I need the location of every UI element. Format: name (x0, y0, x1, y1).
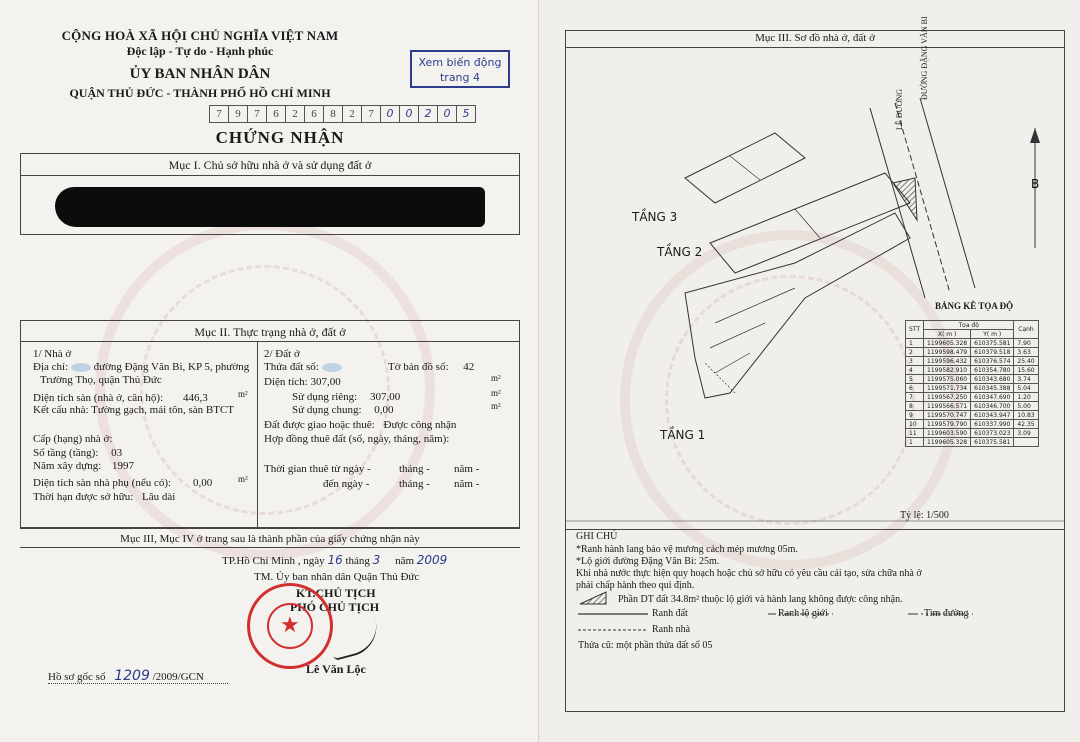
legend-road-center: Tim đường (924, 608, 969, 619)
hatch-legend-icon (578, 590, 608, 606)
table-cell: 3.63 (1014, 348, 1038, 357)
section2-title: Mục II. Thực trạng nhà ở, đất ở (194, 325, 346, 339)
legend-house-boundary: Ranh nhà (652, 624, 691, 635)
table-cell: 7.90 (1014, 339, 1038, 348)
authority-name: ỦY BAN NHÂN DÂN (129, 66, 271, 82)
issue-date: TP.Hồ Chí Minh , ngày 16 tháng 3 năm 2009 (222, 553, 448, 567)
table-cell: 10 (906, 420, 924, 429)
coordinate-table: STT Tọa độ Cạnh X( m ) Y( m ) 1 1199605.328 610375.581 7.90 2 1199598.479 610379.518 3.63 3 1199596.432 610376.574 25.40 4 1199582.910 610354.780 15.60 5 1199575.060 610343.680 3.74 6 1199571.734 610345.388 5.04 7 1199567.250 610347.690 1.20 8 1199566.571 610346.700 5.00 9 1199570.747 610343.947 10.83 10 1199579.790 610337.990 42.35 11 1199603.590 610373.023 3.09 1 1199605.328 610375.581 (905, 320, 1039, 447)
table-cell: 1199571.734 (924, 384, 971, 393)
table-cell: 1199605.328 (924, 339, 971, 348)
lease-contract: Hợp đồng thuê đất (số, ngày, tháng, năm): (264, 433, 450, 445)
table-cell: 3.74 (1014, 375, 1038, 384)
table-row (906, 384, 1039, 393)
table-cell: 610347.690 (971, 393, 1014, 402)
note-4: phải chấp hành theo qui định. (576, 580, 695, 591)
signer-position: PHÓ CHỦ TỊCH (290, 600, 380, 614)
note-1: *Ranh hành lang bảo vệ mương cách mép mương 05m. (576, 544, 798, 555)
house-heading: 1/ Nhà ở (33, 348, 72, 360)
aux-area: Diện tích sàn nhà phụ (nếu có): 0,00 m² (33, 474, 248, 489)
table-row (906, 357, 1039, 366)
on-behalf: TM. Ủy ban nhân dân Quận Thủ Đức (254, 571, 420, 583)
table-cell: 3 (906, 357, 924, 366)
table-cell: 11 (906, 429, 924, 438)
land-origin: Đất được giao hoặc thuê: Được công nhận (264, 419, 457, 431)
table-cell: 6 (906, 384, 924, 393)
land-heading: 2/ Đất ở (264, 348, 300, 360)
seal-star-icon: ★ (280, 612, 300, 637)
table-cell: 610373.023 (971, 429, 1014, 438)
continuation-note: Mục III, Mục IV ở trang sau là thành phần của giấy chứng nhận này (120, 533, 420, 545)
table-cell: 25.40 (1014, 357, 1038, 366)
table-row (906, 366, 1039, 375)
table-row (906, 420, 1039, 429)
scale-label: Tỷ lệ: 1/500 (900, 510, 949, 521)
table-cell: 10.83 (1014, 411, 1038, 420)
north-label: B (1031, 177, 1040, 191)
table-row (906, 348, 1039, 357)
table-cell: 610343.947 (971, 411, 1014, 420)
ownership-term: Thời hạn được sở hữu: Lâu dài (33, 491, 176, 503)
table-cell: 1199567.250 (924, 393, 971, 402)
lease-to: đến ngày - tháng - năm - (323, 478, 480, 490)
table-cell: 1199570.747 (924, 411, 971, 420)
table-cell: 1 (906, 339, 924, 348)
floor-3-label: TẦNG 3 (632, 210, 678, 224)
table-cell: 1199598.479 (924, 348, 971, 357)
legend-land-boundary: Ranh đất (652, 608, 688, 619)
table-cell: 4 (906, 366, 924, 375)
table-cell: 610376.574 (971, 357, 1014, 366)
floor-plan-diagram (565, 48, 1065, 528)
table-cell: 9 (906, 411, 924, 420)
table-cell: 1.20 (1014, 393, 1038, 402)
table-cell: 1199575.060 (924, 375, 971, 384)
table-cell: 1199566.571 (924, 402, 971, 411)
certificate-title: CHỨNG NHẬN (215, 128, 345, 147)
table-cell: 7 (906, 393, 924, 402)
house-grade: Cấp (hạng) nhà ở: (33, 433, 113, 445)
structure: Kết cấu nhà: Tường gạch, mái tôn, sàn BTCT (33, 404, 234, 416)
table-cell: 1 (906, 438, 924, 447)
table-cell: 5.04 (1014, 384, 1038, 393)
legend-road-boundary: Ranh lộ giới (778, 608, 828, 619)
table-cell: 1199603.590 (924, 429, 971, 438)
table-cell: 5 (906, 375, 924, 384)
signature-mark (327, 619, 383, 661)
section3-title: Mục III. Sơ đồ nhà ở, đất ở (565, 30, 1065, 48)
table-cell: 1199596.432 (924, 357, 971, 366)
table-cell: 8 (906, 402, 924, 411)
floor-1-label: TẦNG 1 (660, 428, 706, 442)
table-cell: 15.60 (1014, 366, 1038, 375)
district-name: QUẬN THỦ ĐỨC - THÀNH PHỐ HỒ CHÍ MINH (69, 86, 331, 100)
table-cell: 610337.990 (971, 420, 1014, 429)
lease-from: Thời gian thuê từ ngày - tháng - năm - (264, 463, 480, 475)
house-address-2: Trường Thọ, quận Thủ Đức (40, 374, 162, 386)
signer-name: Lê Văn Lộc (306, 662, 366, 676)
table-row (906, 402, 1039, 411)
road-edge-2 (920, 98, 975, 288)
country-name: CỘNG HOÀ XÃ HỘI CHỦ NGHĨA VIỆT NAM (61, 28, 339, 43)
signer-for: KT.CHỦ TỊCH (296, 586, 376, 600)
record-number: Hồ sơ gốc số 1209 /2009/GCN (48, 668, 204, 684)
change-notice-stamp: Xem biến động trang 4 (410, 50, 510, 88)
hatch-note: Phần DT đất 34.8m² thuộc lộ giới và hành lang không được công nhận. (618, 594, 903, 605)
table-cell: 610343.680 (971, 375, 1014, 384)
house-address: Địa chỉ: đường Đặng Văn Bi, KP 5, phường (33, 361, 250, 373)
redacted-owner (55, 187, 485, 227)
build-year: Năm xây dựng: 1997 (33, 460, 135, 472)
table-cell: 610346.700 (971, 402, 1014, 411)
shared-use: Sử dụng chung: 0,00 m² (292, 401, 501, 416)
redacted-plot (322, 363, 342, 372)
table-cell: 3.09 (1014, 429, 1038, 438)
table-cell: 2 (906, 348, 924, 357)
road-edge-1 (870, 108, 925, 298)
table-row (906, 393, 1039, 402)
storeys: Số tầng (tầng): 03 (33, 447, 123, 459)
coord-table-title: BẢNG KÊ TỌA ĐỘ (935, 301, 1014, 311)
table-row (906, 375, 1039, 384)
road-name-label: ĐƯỜNG ĐẶNG VĂN BI (920, 16, 929, 100)
table-row (906, 411, 1039, 420)
table-cell: 42.35 (1014, 420, 1038, 429)
table-cell: 610345.388 (971, 384, 1014, 393)
national-motto: Độc lập - Tự do - Hạnh phúc (126, 44, 274, 58)
table-cell (1014, 438, 1038, 447)
serial-number: 7 9 7 6 2 6 8 2 7 0 0 2 0 5 (210, 105, 476, 123)
note-3: Khi nhà nước thực hiện quy hoạch hoặc chủ sở hữu có yêu cầu cải tạo, sửa chữa nhà ở (576, 568, 922, 579)
table-cell: 610375.581 (971, 438, 1014, 447)
floor-2-label: TẦNG 2 (657, 245, 703, 259)
table-cell: 610354.780 (971, 366, 1014, 375)
plot-number: Thửa đất số: (264, 361, 342, 373)
redacted-number (71, 363, 91, 372)
land-area: Diện tích: 307,00 m² (264, 373, 501, 388)
road-edge-label: LỀ ĐƯỜNG (895, 88, 904, 130)
table-row (906, 438, 1039, 447)
note-2: *Lộ giới đường Đặng Văn Bi: 25m. (576, 556, 720, 567)
table-row (906, 429, 1039, 438)
table-row (906, 339, 1039, 348)
map-sheet: Tờ bản đồ số: 42 (388, 361, 475, 373)
notes-title: GHI CHÚ (576, 531, 618, 542)
section1-title: Mục I. Chủ sở hữu nhà ở và sử dụng đất ở (168, 158, 372, 172)
table-cell: 610379.518 (971, 348, 1014, 357)
private-use: Sử dụng riêng: 307,00 m² (292, 388, 501, 403)
floor2-outline (710, 173, 910, 273)
floor-area: Diện tích sàn (nhà ở, căn hộ): 446,3 m² (33, 389, 248, 404)
table-cell: 1199605.328 (924, 438, 971, 447)
floor1-outline (685, 213, 910, 398)
table-cell: 5.00 (1014, 402, 1038, 411)
table-cell: 610375.581 (971, 339, 1014, 348)
old-plot-note: Thửa cũ: một phần thửa đất số 05 (578, 640, 713, 651)
table-cell: 1199579.790 (924, 420, 971, 429)
table-cell: 1199582.910 (924, 366, 971, 375)
